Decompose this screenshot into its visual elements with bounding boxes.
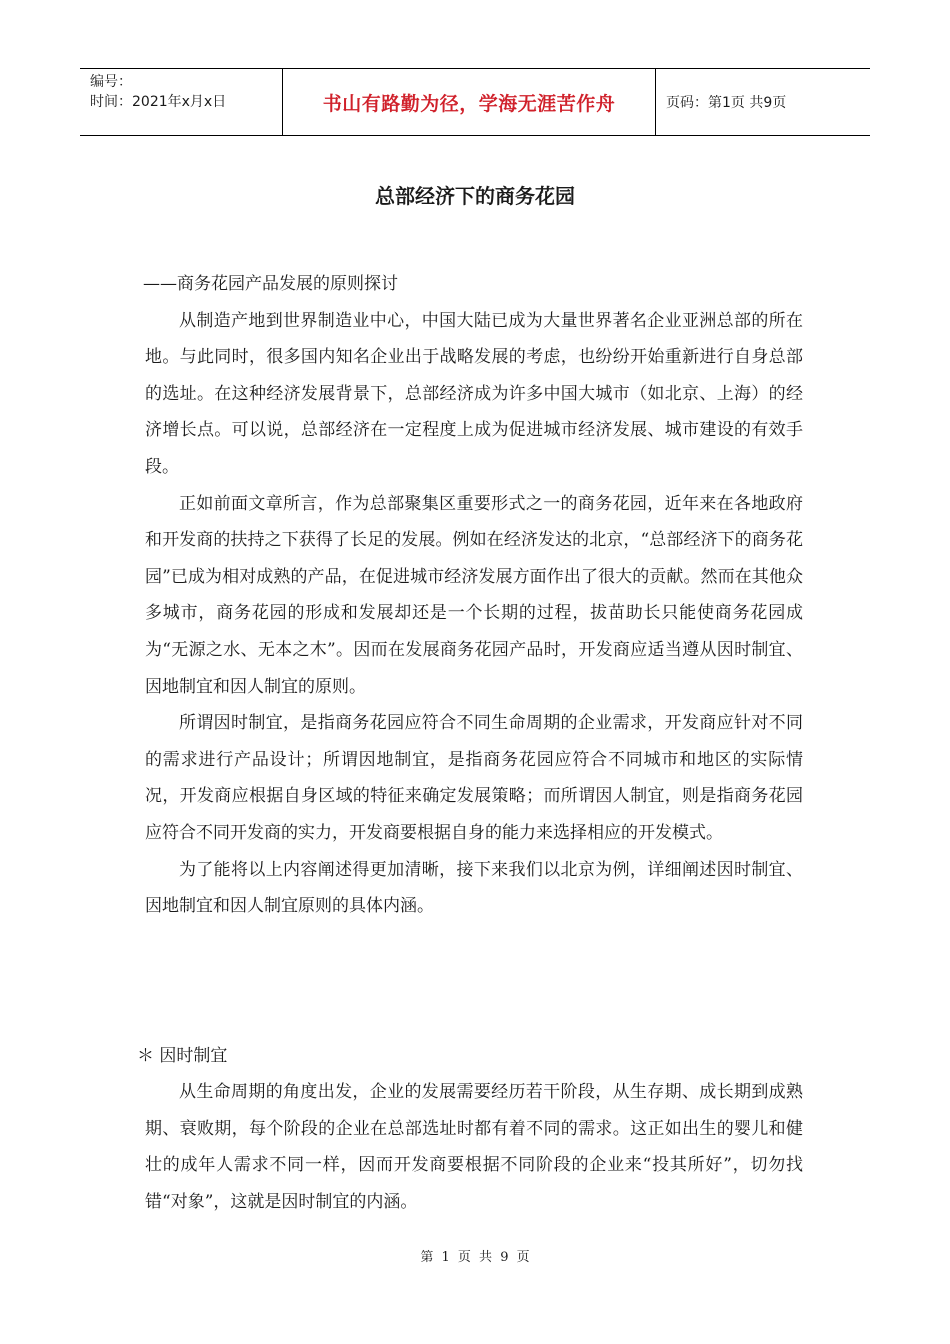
serial-number-label: 编号： xyxy=(90,74,132,90)
section-body xyxy=(145,1074,803,1220)
page-footer: 第 1 页 共 9 页 xyxy=(420,1250,530,1265)
document-subtitle: ——商务花园产品发展的原则探讨 xyxy=(143,274,398,294)
body-paragraph: 所谓因时制宜，是指商务花园应符合不同生命周期的企业需求，开发商应针对不同的需求进行产品设计；所谓因地制宜，是指商务花园应符合不同城市和地区的实际情况，开发商应根据自身区域的特征来确定发展策略；而所谓因人制宜，则是指商务花园应符合不同开发商的实力，开发商要根据自身的能力来选择相应的开发模式。 xyxy=(145,713,803,843)
document-body xyxy=(145,266,803,925)
date-line: 时间：2021年x月x日 xyxy=(90,94,227,110)
header-motto-cell xyxy=(282,69,656,135)
body-paragraph: 为了能将以上内容阐述得更加清晰，接下来我们以北京为例，详细阐述因时制宜、因地制宜和因人制宜原则的具体内涵。 xyxy=(145,859,803,917)
document-title: 总部经济下的商务花园 xyxy=(375,184,575,208)
section-paragraph: 从生命周期的角度出发，企业的发展需要经历若干阶段，从生存期、成长期到成熟期、衰败期，每个阶段的企业在总部选址时都有着不同的需求。这正如出生的婴儿和健壮的成年人需求不同一样，因而开发商要根据不同阶段的企业来“投其所好”，切勿找错“对象”，这就是因时制宜的内涵。 xyxy=(145,1082,803,1212)
header-page-cell xyxy=(656,69,870,135)
header-page-info: 页码：第1页 共9页 xyxy=(666,95,787,111)
header-motto: 书山有路勤为径，学海无涯苦作舟 xyxy=(322,92,616,115)
section-heading: ＊ 因时制宜 xyxy=(137,1046,228,1066)
document-header xyxy=(80,68,870,136)
body-paragraph: 正如前面文章所言，作为总部聚集区重要形式之一的商务花园，近年来在各地政府和开发商的扶持之下获得了长足的发展。例如在经济发达的北京，“总部经济下的商务花园”已成为相对成熟的产品，在促进城市经济发展方面作出了很大的贡献。然而在其他众多城市，商务花园的形成和发展却还是一个长期的过程，拔苗助长只能使商务花园成为“无源之水、无本之木”。因而在发展商务花园产品时，开发商应适当遵从因时制宜、因地制宜和因人制宜的原则。 xyxy=(145,493,803,697)
body-paragraph: 从制造产地到世界制造业中心，中国大陆已成为大量世界著名企业亚洲总部的所在地。与此同时，很多国内知名企业出于战略发展的考虑，也纷纷开始重新进行自身总部的选址。在这种经济发展背景下，总部经济成为许多中国大城市（如北京、上海）的经济增长点。可以说，总部经济在一定程度上成为促进城市经济发展、城市建设的有效手段。 xyxy=(145,310,803,477)
header-meta-cell xyxy=(80,69,282,135)
